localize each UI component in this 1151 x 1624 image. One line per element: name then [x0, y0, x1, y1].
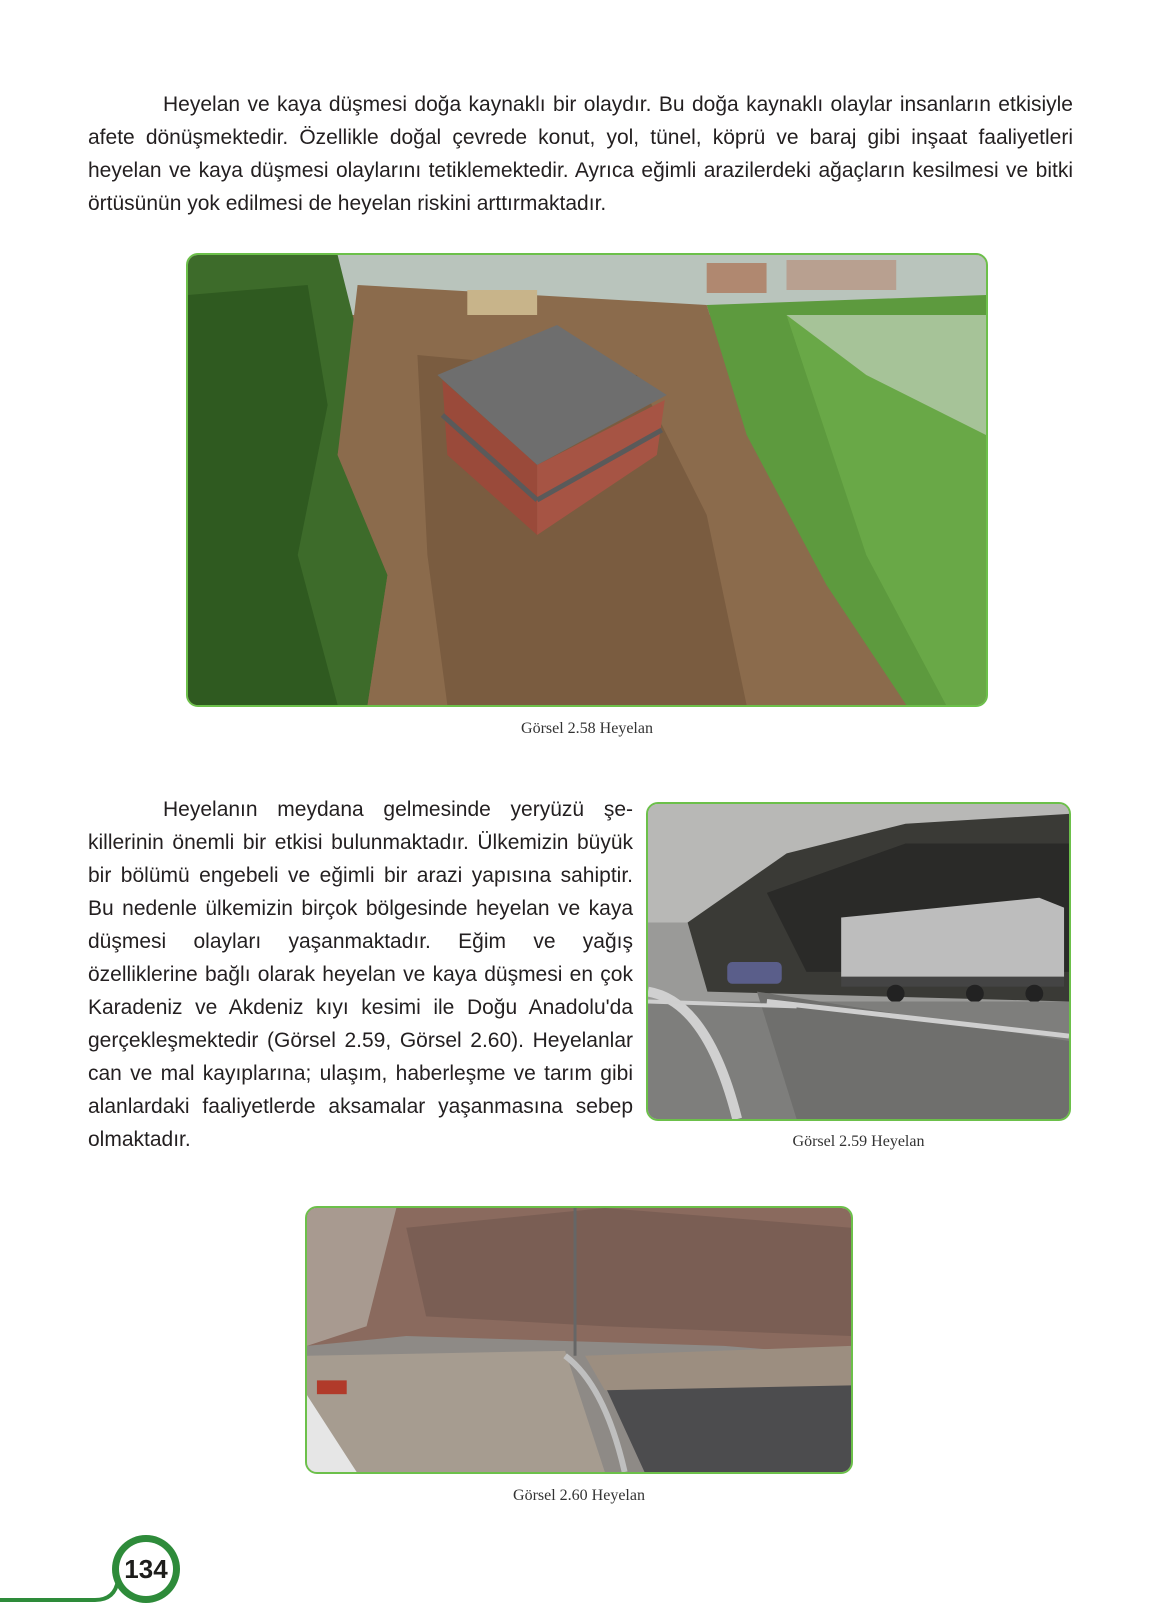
figure-caption-2-60: Görsel 2.60 Heyelan	[513, 1487, 645, 1504]
page-number: 134	[124, 1554, 168, 1584]
second-paragraph: Heyelanın meydana gelmesinde yeryüzü şekillerinin önemli bir etkisi bulunmaktadır. Ülkemizin büyük bir bölümü engebeli ve eğimli bir arazi yapısına sahiptir. Bu nedenle ülkemizin birçok bölgesinde heyelan ve kaya düşmesi olayları yaşanmaktadır. Eğim ve yağış özelliklerine bağlı olarak heyelan ve kaya düşmesi en çok Karadeniz ve Akdeniz kıyı kesimi ile Doğu Anadolu'da gerçekleşmektedir (Görsel 2.59, Görsel 2.60). Heyelanlar can ve mal kayıplarına; ulaşım, haberleşme ve tarım gibi alanlardaki faaliyetlerde aksamalar yaşanmasına sebep olmaktadır.	[88, 798, 633, 1151]
intro-paragraph: Heyelan ve kaya düşmesi doğa kaynaklı bir olaydır. Bu doğa kaynaklı olaylar insanların etkisiyle afete dönüşmektedir. Özellikle doğal çevrede konut, yol, tünel, köprü ve baraj gibi inşaat faaliyetleri heyelan ve kaya düşmesi olaylarını tetiklemektedir. Ayrıca eğimli arazilerdeki ağaçların kesilmesi ve bitki örtüsünün yok edilmesi de heyelan riskini arttırmaktadır.	[88, 93, 1073, 215]
figure-caption-2-58: Görsel 2.58 Heyelan	[521, 720, 653, 737]
landslide-truck-road-photo	[646, 802, 1071, 1121]
landslide-house-photo	[186, 253, 988, 707]
landslide-highway-photo	[305, 1206, 853, 1474]
figure-caption-2-59: Görsel 2.59 Heyelan	[792, 1133, 925, 1150]
